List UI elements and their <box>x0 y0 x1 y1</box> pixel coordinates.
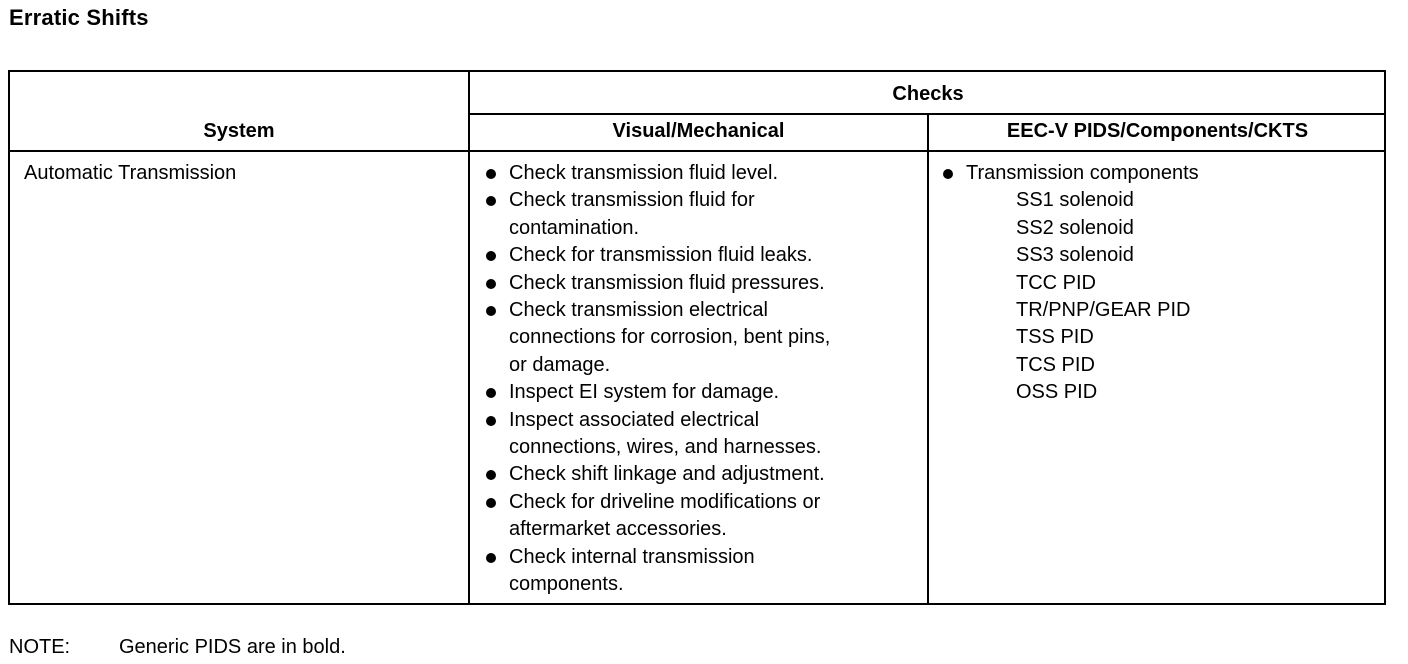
eec-heading: Transmission components <box>966 162 1199 184</box>
bullet-icon <box>486 279 496 289</box>
bullet-icon <box>486 498 496 508</box>
bullet-icon <box>486 553 496 563</box>
list-item <box>482 461 922 488</box>
checks-header-divider <box>468 113 1386 115</box>
header-visual-mechanical: Visual/Mechanical <box>612 120 785 142</box>
page-title: Erratic Shifts <box>9 5 149 30</box>
bullet-icon <box>486 251 496 261</box>
bullet-icon <box>486 388 496 398</box>
bullet-icon <box>486 169 496 179</box>
list-item <box>482 160 922 187</box>
component-item: TCS PID <box>1016 353 1095 376</box>
visual-item-text: Check transmission electrical connections for corrosion, bent pins, or damage. <box>509 299 831 376</box>
visual-mechanical-list <box>482 160 922 599</box>
visual-item-text: Check transmission fluid for contamination. <box>509 189 755 239</box>
component-item: SS3 solenoid <box>1016 244 1134 267</box>
bullet-icon <box>486 196 496 206</box>
list-item <box>482 187 922 242</box>
list-item <box>482 242 922 269</box>
eec-list <box>939 160 1379 187</box>
component-item: SS2 solenoid <box>1016 216 1134 239</box>
list-item <box>482 297 922 379</box>
bullet-icon <box>486 470 496 480</box>
visual-item-text: Check transmission fluid level. <box>509 162 778 184</box>
component-item: TSS PID <box>1016 326 1094 349</box>
footnote <box>9 636 346 659</box>
visual-item-text: Inspect EI system for damage. <box>509 381 780 404</box>
visual-item-text: Check for driveline modifications or aftermarket accessories. <box>509 490 821 541</box>
bullet-icon <box>486 306 496 316</box>
list-item <box>482 544 922 599</box>
column-divider-visual <box>927 115 929 603</box>
component-item: SS1 solenoid <box>1016 189 1134 212</box>
visual-item-text: Check for transmission fluid leaks. <box>509 244 813 267</box>
note-label: NOTE: <box>9 636 71 658</box>
list-item <box>482 379 922 406</box>
list-item <box>482 489 922 544</box>
list-item <box>482 270 922 297</box>
note-text: Generic PIDS are in bold. <box>119 636 346 658</box>
header-bottom-divider <box>10 150 1386 152</box>
visual-item-text: Check shift linkage and adjustment. <box>509 463 825 486</box>
component-item: TR/PNP/GEAR PID <box>1016 299 1191 322</box>
component-item: OSS PID <box>1016 381 1098 404</box>
list-item <box>482 407 922 462</box>
eec-components-list <box>1016 187 1190 406</box>
header-eec-v-pids: EEC-V PIDS/Components/CKTS <box>1006 120 1309 142</box>
visual-item-text: Check internal transmission components. <box>509 545 755 596</box>
component-item: TCC PID <box>1016 271 1096 294</box>
checks-table <box>8 70 1386 605</box>
list-item <box>939 160 1379 187</box>
header-system: System <box>203 120 275 142</box>
visual-item-text: Check transmission fluid pressures. <box>509 271 825 294</box>
visual-item-text: Inspect associated electrical connections, wires, and harnesses. <box>509 408 822 459</box>
system-cell: Automatic Transmission <box>24 162 237 184</box>
bullet-icon <box>943 169 953 179</box>
bullet-icon <box>486 416 496 426</box>
header-checks: Checks <box>892 83 964 105</box>
